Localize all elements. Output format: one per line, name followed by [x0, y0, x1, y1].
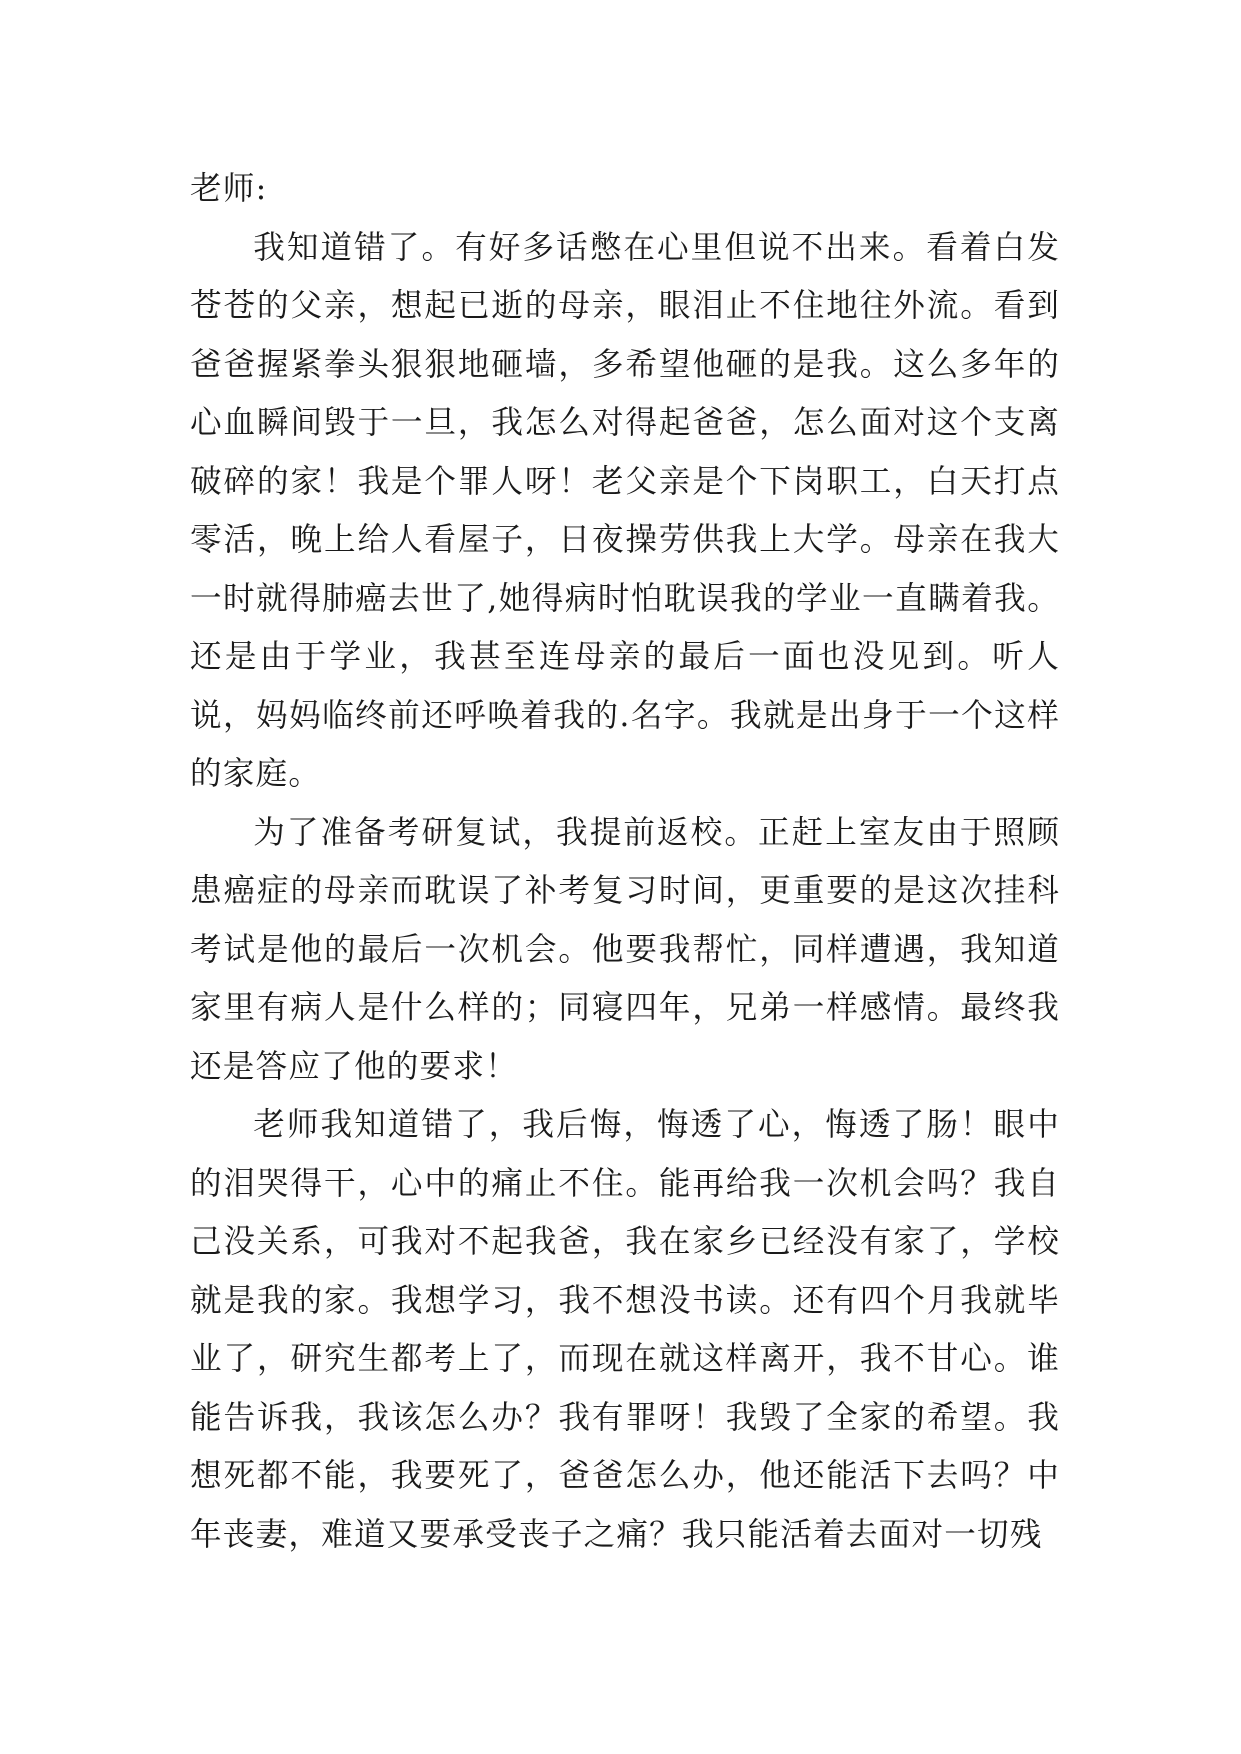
letter-paragraph-1: 我知道错了。有好多话憋在心里但说不出来。看着白发苍苍的父亲，想起已逝的母亲，眼泪止不住地往外流。看到爸爸握紧拳头狠狠地砸墙，多希望他砸的是我。这么多年的心血瞬间毁于一旦，我怎么对得起爸爸，怎么面对这个支离破碎的家！我是个罪人呀！老父亲是个下岗职工，白天打点零活，晚上给人看屋子，日夜操劳供我上大学。母亲在我大一时就得肺癌去世了,她得病时怕耽误我的学业一直瞒着我。还是由于学业，我甚至连母亲的最后一面也没见到。听人说，妈妈临终前还呼唤着我的.名字。我就是出身于一个这样的家庭。	[190, 229, 1060, 792]
letter-paragraph-2: 为了准备考研复试，我提前返校。正赶上室友由于照顾患癌症的母亲而耽误了补考复习时间，更重要的是这次挂科考试是他的最后一次机会。他要我帮忙，同样遭遇，我知道家里有病人是什么样的；同寝四年，兄弟一样感情。最终我还是答应了他的要求！	[190, 814, 1060, 1085]
letter-body	[190, 160, 1060, 1564]
letter-salutation: 老师:	[190, 171, 268, 207]
letter-paragraph-3: 老师我知道错了，我后悔，悔透了心，悔透了肠！眼中的泪哭得干，心中的痛止不住。能再给我一次机会吗？我自己没关系，可我对不起我爸，我在家乡已经没有家了，学校就是我的家。我想学习，我不想没书读。还有四个月我就毕业了，研究生都考上了，而现在就这样离开，我不甘心。谁能告诉我，我该怎么办？我有罪呀！我毁了全家的希望。我想死都不能，我要死了，爸爸怎么办，他还能活下去吗？中年丧妻，难道又要承受丧子之痛？我只能活着去面对一切残	[190, 1107, 1060, 1553]
